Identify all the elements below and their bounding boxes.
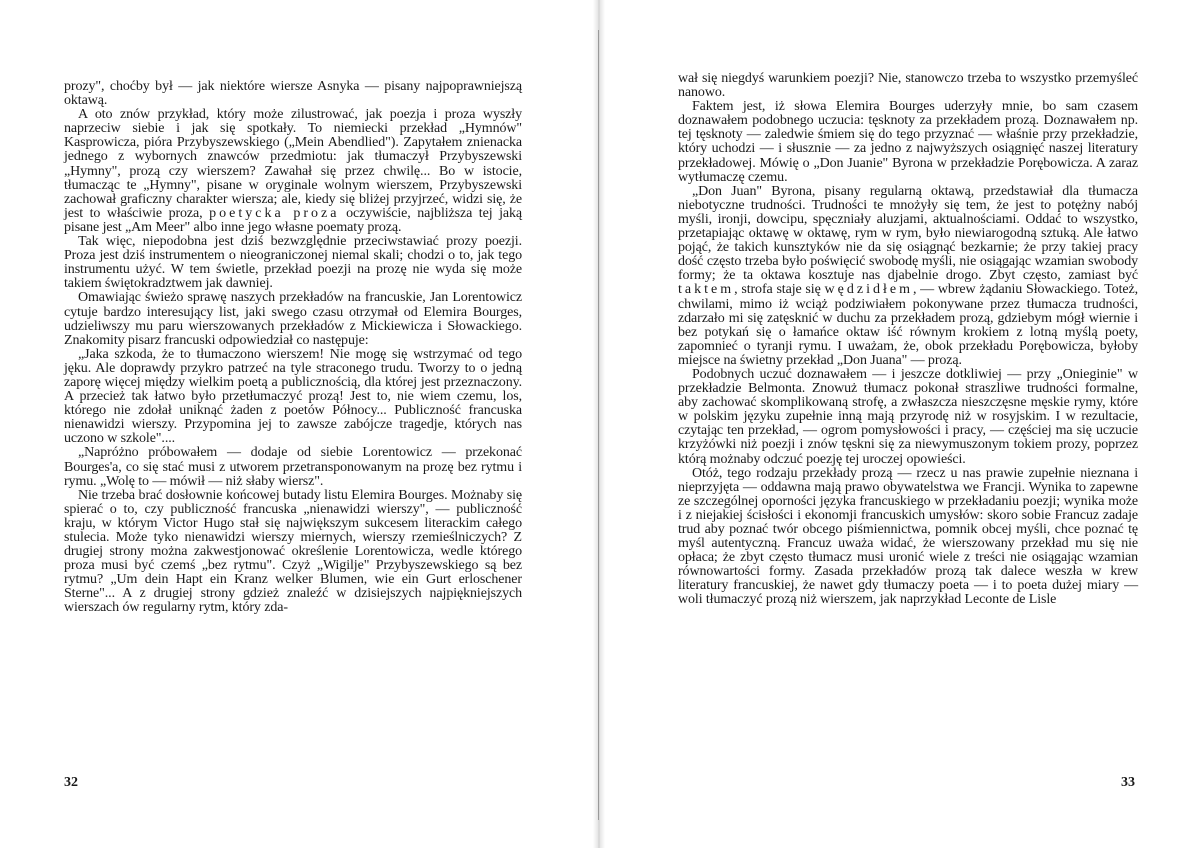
gutter-divider: [598, 30, 599, 820]
paragraph: prozy", choćby był — jak niektóre wiersze Asnyka — pisany najpoprawniejszą oktawą.: [64, 79, 522, 109]
quote-paragraph: „Jaka szkoda, że to tłumaczono wierszem! Nie mogę się wstrzymać od tego jęku. Ale doprawdy przykro patrzeć na tyle straconego trudu. Tworzy to o jedną zaporę więcej między wielkim poetą a publicznością, dla której jest przeznaczony. A przecież tak łatwo było przetłumaczyć prozą! Jest to, nie wiem czemu, los, którego nie zdołał uniknąć żaden z poetów Północy... Publiczność francuska nienawidzi wierszy. Przypomina jej to zawsze zabójcze tragedje, których nas uczono w szkole"....: [64, 346, 522, 447]
paragraph-text: , strofa staje się: [734, 282, 821, 298]
paragraph: Tak więc, niepodobna jest dziś bezwzględnie przeciwstawiać prozy poezji. Proza jest dziś instrumentem o nieograniczonej niemal skali; chodzi o to, jak tego instrumentu użyć. W tem świetle, przekład poezji na prozę nie wyda się może takiem świętokradztwem jak dawniej.: [64, 234, 522, 292]
paragraph-text: oczywiście, najbliższa tej jaką pisane jest „Am Meer" albo inne jego własne poematy prozą.: [64, 205, 522, 235]
paragraph-text: A oto znów przykład, który może zilustrować, jak poezja i proza wyszły naprzeciw siebie i jak się spotkały. To niemiecki przekład „Hymnów" Kasprowicza, pióra Przybyszewskiego („Mein Abendlied"). Zapytałem znienacka jednego z wybornych znawców przedmiotu: jak tłumaczył Przybyszewski „Hymny", prozą czy wierszem? Zawahał się przez chwilę... Bo w istocie, tłumacząc te „Hymny", pisane w oryginale wolnym wierszem, Przybyszewski zachował graficzny charakter wiersza; ale, kiedy się bliżej przyjrzeć, widzi się, że jest to właściwie proza,: [64, 107, 522, 221]
left-page-text: [64, 80, 522, 616]
paragraph: [678, 185, 1138, 368]
spaced-emphasis: wędzidłem: [824, 282, 913, 298]
paragraph: [64, 108, 522, 235]
book-gutter: [593, 0, 605, 848]
right-page: [605, 0, 1200, 848]
paragraph: wał się niegdyś warunkiem poezji? Nie, stanowczo trzeba to wszystko przemyśleć nanowo.: [678, 71, 1138, 101]
page-number: 32: [64, 775, 78, 790]
left-page: [0, 0, 595, 848]
paragraph: Otóż, tego rodzaju przekłady prozą — rzecz u nas prawie zupełnie nieznana i nieprzyjęta — oddawna mają prawo obywatelstwa we Francji. Wynika to zapewne ze szczególnej oporności języka francuskiego w przekładaniu poezji; wynika może i z niejakiej ścisłości i ekonomji francuskich umysłów: skoro sobie Francuz zadaje trud aby poznać twór obcego piśmiennictwa, pomnik obcej myśli, chce poznać tę myśl autentyczną. Francuz uważa widać, że wierszowany przekład mu się nie opłaca; że zbyt często tłumacz musi uronić wiele z treści nie osiągając wzamian równowartości formy. Zasada przekładów prozą tak dalece weszła w krew literatury francuskiej, że nawet gdy tłumaczy poeta — i to poeta dużej miary — woli tłumaczyć prozą niż wierszem, jak naprzykład Leconte de Lisle: [678, 465, 1138, 608]
paragraph-text: „Don Juan" Byrona, pisany regularną oktawą, przedstawiał dla tłumacza niebotyczne trudności. Trudności te mnożyły się tem, że jest to potężny nabój myśli, ironji, dowcipu, spęczniały aluzjami, aktualnościami. Oddać to wszystko, przetapiając oktawę w oktawę, rym w rym, było niewiarogodną sztuką. Ale łatwo pojąć, że takich kunsztyków nie da się osiągnąć bezkarnie; że przy takiej pracy dość często trzeba było poświęcić swobodę myśli, nie osiągając wzamian swobody formy; że ta oktawa kosztuje nas djabelnie drogo. Zbyt często, zamiast być: [678, 183, 1138, 284]
spaced-emphasis: poetycka proza: [209, 205, 340, 221]
paragraph-text: , — wbrew żądaniu Słowackiego. Toteż, chwilami, mimo iż wciąż podziwiałem pokonywane przez tłumacza trudności, zdarzało mi się zatęsknić w duchu za przekładem prozą, gdziebym mógł wiernie i bez potykań się o łamańce oktaw iść równym krokiem z lotną myślą poety, zapomniеć o tyranji rymu. I uważam, że, obok przekładu Porębowicza, byłoby miejsce na świetny przekład „Don Juana" — prozą.: [678, 282, 1138, 368]
paragraph: Omawiając świeżo sprawę naszych przekładów na francuskie, Jan Lorentowicz cytuje bardzo interesujący list, jaki swego czasu otrzymał od Elemira Bourges, udzieliwszy mu paru wierszowanych przekładów z Mickiewicza i Słowackiego. Znakomity pisarz francuski odpowiedział co następuje:: [64, 290, 522, 348]
quote-paragraph: „Napróżno próbowałem — dodaje od siebie Lorentowicz — przekonać Bourges'a, co się stać musi z utworem przetransponowanym na prozę bez rytmu i rymu. „Wolę to — mówił — niż słaby wiersz".: [64, 445, 522, 489]
spaced-emphasis: taktem: [678, 282, 735, 298]
paragraph: Faktem jest, iż słowa Elemira Bourges uderzyły mnie, bo sam czasem doznawałem podobnego uczucia: tęsknoty za przekładem prozą. Doznawałem np. tej tęsknoty — zaledwie śmiem się do tego przyznać — właśnie przy przekładzie, który uchodzi — i słusznie — za jedno z najwyższych osiągnięć naszej literatury przekładowej. Mówię o „Don Juanie" Byrona w przekładzie Porębowicza. A zaraz wytłumaczę czemu.: [678, 99, 1138, 185]
paragraph: Podobnych uczuć doznawałem — i jeszcze dotkliwiej — przy „Onieginie" w przekładzie Belmonta. Znowuż tłumacz pokonał straszliwe trudności formalne, aby zachować skomplikowaną strofę, a zwłaszcza nieszczęsne męskie rymy, które w polskim języku zupełnie inną mają przyrodę niż w rosyjskim. I w rezultacie, czytając ten przekład, — ogrom pomysłowości i pracy, — częściej ma się uczucie krzyżówki niż poezji i znów tęskni się za niewymuszonym tokiem prozy, poprzez którą możnaby odczuć poezję tej uroczej opowieści.: [678, 366, 1138, 467]
paragraph: Nie trzeba brać dosłownie końcowej butady listu Elemira Bourges. Możnaby się spierać o to, czy publiczność francuska „nienawidzi wierszy", — publiczność kraju, w którym Victor Hugo stał się największym sukcesem literackim całego stulecia. Może tyko nienawidzi wierszy miernych, wierszy rzemieślniczych? Z drugiej strony można zakwestjonować określenie Lorentowicza, wedle którego proza musi być czemś „bez rytmu". Czyż „Wigilje" Przybyszewskiego są bez rytmu? „Um dein Hapt ein Kranz welker Blumen, wie ein Gurt erloschener Sterne"... A z drugiej strony gdzież znaleźć w dzisiejszych najpiękniejszych wierszach ów regularny rytm, który zda-: [64, 487, 522, 616]
page-number: 33: [1121, 775, 1135, 790]
right-page-text: [678, 72, 1138, 608]
